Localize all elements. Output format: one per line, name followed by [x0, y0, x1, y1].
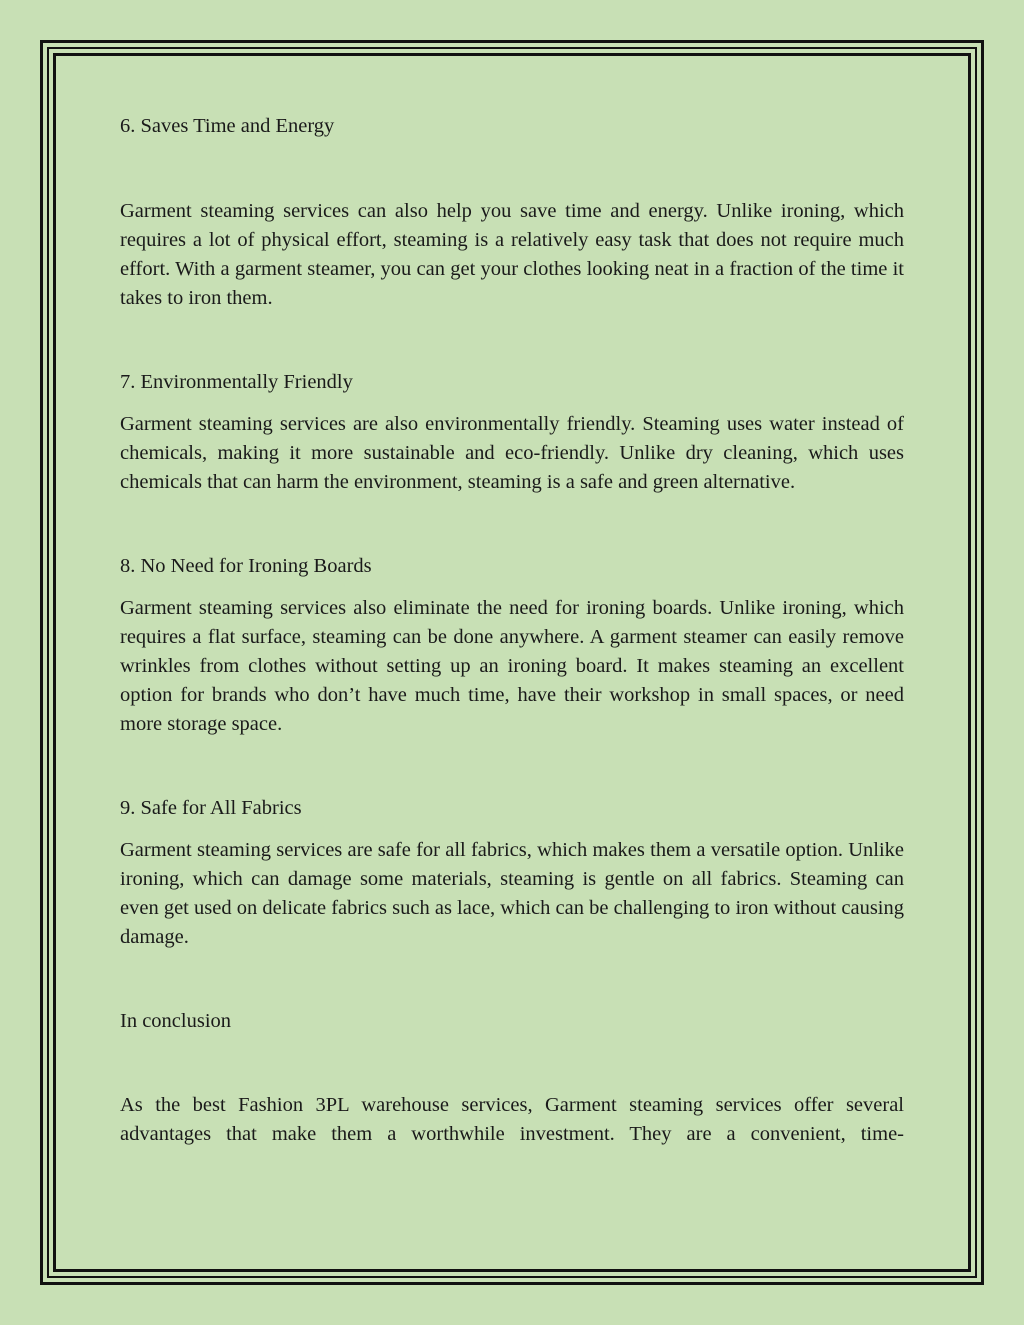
section-heading-environmentally-friendly: 7. Environmentally Friendly	[120, 371, 353, 393]
section-body-conclusion: As the best Fashion 3PL warehouse services, Garment steaming services offer several advantages that make them a worthwhile investment. They are a convenient, time-	[120, 1094, 904, 1145]
section-body-saves-time: Garment steaming services can also help you save time and energy. Unlike ironing, which requires a lot of physical effort, steaming is a relatively easy task that does not require much effort. With a garment steamer, you can get your clothes looking neat in a fraction of the time it takes to iron them.	[120, 200, 904, 309]
section-heading-no-ironing-boards: 8. No Need for Ironing Boards	[120, 555, 372, 577]
section-body-environmentally-friendly: Garment steaming services are also environmentally friendly. Steaming uses water instead of chemicals, making it more sustainable and eco-friendly. Unlike dry cleaning, which uses chemicals that can harm the environment, steaming is a safe and green alternative.	[120, 413, 904, 493]
section-body-no-ironing-boards: Garment steaming services also eliminate the need for ironing boards. Unlike ironing, which requires a flat surface, steaming can be done anywhere. A garment steamer can easily remove wrinkles from clothes without setting up an ironing board. It makes steaming an excellent option for brands who don’t have much time, have their workshop in small spaces, or need more storage space.	[120, 597, 904, 735]
document-content	[120, 112, 904, 1149]
section-body-safe-fabrics: Garment steaming services are safe for all fabrics, which makes them a versatile option. Unlike ironing, which can damage some materials, steaming is gentle on all fabrics. Steaming can even get used on delicate fabrics such as lace, which can be challenging to iron without causing damage.	[120, 839, 904, 948]
section-heading-saves-time: 6. Saves Time and Energy	[120, 115, 335, 137]
section-heading-safe-fabrics: 9. Safe for All Fabrics	[120, 797, 302, 819]
section-heading-conclusion: In conclusion	[120, 1010, 232, 1032]
